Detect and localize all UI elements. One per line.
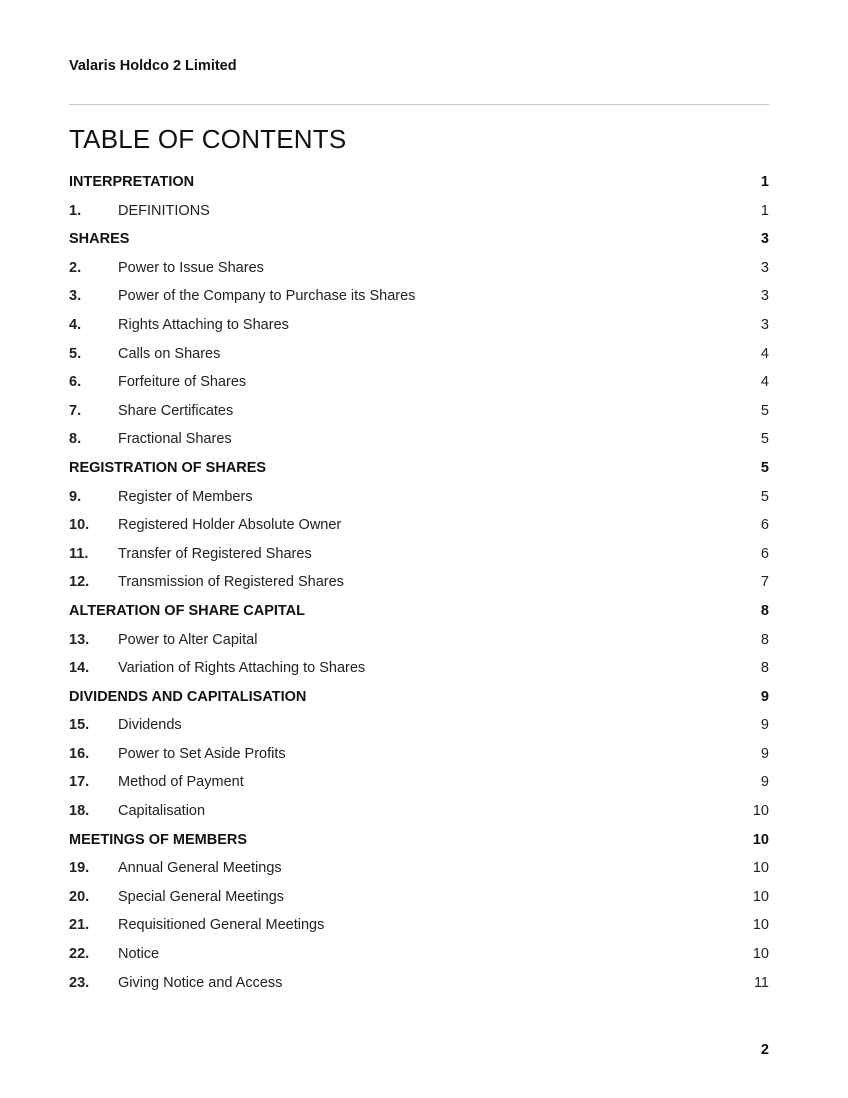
toc-entry-label: Special General Meetings — [118, 888, 285, 905]
toc-entry[interactable] — [69, 254, 769, 283]
toc-entry-number: 1. — [69, 202, 82, 219]
toc-entry-label: Dividends — [118, 717, 182, 734]
toc-entry-number: 12. — [69, 574, 90, 591]
toc-page-number: 9 — [760, 745, 769, 762]
toc-entry-number: 4. — [69, 316, 82, 333]
company-name: Valaris Holdco 2 Limited — [69, 58, 237, 74]
toc-entry-number: 15. — [69, 717, 90, 734]
toc-entry[interactable] — [69, 711, 769, 740]
toc-page-number: 5 — [760, 431, 769, 448]
toc-entry-number: 19. — [69, 860, 90, 877]
toc-page-number: 8 — [760, 631, 769, 648]
toc-entry-label: Forfeiture of Shares — [118, 374, 247, 391]
toc-section-label: DIVIDENDS AND CAPITALISATION — [69, 688, 307, 705]
toc-page-number: 8 — [760, 602, 769, 619]
toc-page-number: 10 — [752, 917, 769, 934]
toc-page-number: 9 — [760, 688, 769, 705]
toc-page-number: 10 — [752, 888, 769, 905]
toc-page-number: 7 — [760, 574, 769, 591]
toc-page-number: 9 — [760, 774, 769, 791]
toc-page-number: 9 — [760, 717, 769, 734]
toc-list — [69, 168, 769, 997]
toc-entry-label: Power to Issue Shares — [118, 259, 264, 276]
toc-entry[interactable] — [69, 282, 769, 311]
toc-entry-number: 13. — [69, 631, 90, 648]
toc-entry-number: 10. — [69, 517, 90, 534]
toc-entry-number: 7. — [69, 402, 82, 419]
toc-page-number: 4 — [760, 374, 769, 391]
toc-entry-label: Giving Notice and Access — [118, 974, 283, 991]
toc-entry-label: Power to Set Aside Profits — [118, 745, 286, 762]
toc-section-heading[interactable] — [69, 225, 769, 254]
toc-entry-label: Power to Alter Capital — [118, 631, 258, 648]
toc-entry[interactable] — [69, 768, 769, 797]
toc-entry-label: Capitalisation — [118, 803, 206, 820]
toc-title: TABLE OF CONTENTS — [69, 124, 347, 154]
toc-entry-label: Notice — [118, 946, 160, 963]
toc-page-number: 1 — [760, 202, 769, 219]
toc-entry[interactable] — [69, 511, 769, 540]
toc-page-number: 5 — [760, 402, 769, 419]
toc-page-number: 10 — [752, 860, 769, 877]
toc-page-number: 5 — [760, 459, 769, 476]
toc-page-number: 3 — [760, 231, 769, 248]
toc-entry-number: 2. — [69, 259, 82, 276]
toc-page-number: 3 — [760, 316, 769, 333]
toc-entry-number: 8. — [69, 431, 82, 448]
toc-entry[interactable] — [69, 368, 769, 397]
toc-entry[interactable] — [69, 883, 769, 912]
toc-page-number: 10 — [752, 946, 769, 963]
toc-entry[interactable] — [69, 540, 769, 569]
header-divider — [69, 104, 769, 105]
toc-entry-number: 22. — [69, 946, 90, 963]
toc-entry[interactable] — [69, 483, 769, 512]
toc-entry[interactable] — [69, 940, 769, 969]
toc-entry-label: Method of Payment — [118, 774, 244, 791]
toc-entry-label: Variation of Rights Attaching to Shares — [118, 660, 366, 677]
toc-entry[interactable] — [69, 425, 769, 454]
toc-entry-number: 18. — [69, 803, 90, 820]
toc-entry-number: 14. — [69, 660, 90, 677]
toc-entry-number: 21. — [69, 917, 90, 934]
toc-entry[interactable] — [69, 911, 769, 940]
toc-page-number: 1 — [760, 174, 769, 190]
toc-entry[interactable] — [69, 197, 769, 226]
toc-entry-number: 5. — [69, 345, 82, 362]
toc-entry-label: Calls on Shares — [118, 345, 221, 362]
toc-entry-number: 20. — [69, 888, 90, 905]
toc-page-number: 3 — [760, 288, 769, 305]
toc-section-heading[interactable] — [69, 597, 769, 626]
toc-section-label: REGISTRATION OF SHARES — [69, 459, 267, 476]
toc-entry-label: Rights Attaching to Shares — [118, 316, 289, 333]
toc-entry-label: Registered Holder Absolute Owner — [118, 517, 342, 534]
toc-entry-label: Power of the Company to Purchase its Shares — [118, 288, 416, 305]
toc-entry-label: Fractional Shares — [118, 431, 232, 448]
toc-entry[interactable] — [69, 397, 769, 426]
toc-section-heading[interactable] — [69, 168, 769, 197]
toc-page-number: 6 — [760, 545, 769, 562]
toc-page-number: 4 — [760, 345, 769, 362]
toc-section-heading[interactable] — [69, 454, 769, 483]
toc-entry-number: 3. — [69, 288, 82, 305]
toc-entry-label: Register of Members — [118, 488, 253, 505]
toc-section-heading[interactable] — [69, 683, 769, 712]
toc-entry-number: 9. — [69, 488, 82, 505]
toc-page-number: 6 — [760, 517, 769, 534]
toc-entry-number: 11. — [69, 545, 89, 562]
toc-entry[interactable] — [69, 568, 769, 597]
toc-entry[interactable] — [69, 340, 769, 369]
toc-entry[interactable] — [69, 797, 769, 826]
toc-entry-label: Requisitioned General Meetings — [118, 917, 325, 934]
toc-entry-number: 17. — [69, 774, 90, 791]
toc-entry-number: 16. — [69, 745, 90, 762]
toc-page-number: 10 — [752, 831, 769, 848]
page-number: 2 — [760, 1042, 769, 1058]
toc-page-number: 5 — [760, 488, 769, 505]
toc-entry[interactable] — [69, 969, 769, 998]
toc-section-label: ALTERATION OF SHARE CAPITAL — [69, 602, 306, 619]
toc-entry[interactable] — [69, 654, 769, 683]
toc-entry-label: Transmission of Registered Shares — [118, 574, 344, 591]
toc-entry-number: 6. — [69, 374, 82, 391]
toc-entry-label: Transfer of Registered Shares — [118, 545, 312, 562]
toc-entry[interactable] — [69, 311, 769, 340]
toc-entry-label: DEFINITIONS — [118, 202, 210, 219]
toc-entry[interactable] — [69, 740, 769, 769]
toc-entry-label: Annual General Meetings — [118, 860, 282, 877]
toc-entry-label: Share Certificates — [118, 402, 234, 419]
toc-section-label: INTERPRETATION — [69, 174, 195, 190]
toc-page-number: 10 — [752, 803, 769, 820]
toc-section-label: MEETINGS OF MEMBERS — [69, 831, 248, 848]
toc-page-number: 8 — [760, 660, 769, 677]
toc-page-number: 11 — [753, 974, 769, 991]
toc-entry[interactable] — [69, 854, 769, 883]
toc-entry[interactable] — [69, 626, 769, 655]
toc-section-label: SHARES — [69, 231, 130, 248]
toc-entry-number: 23. — [69, 974, 90, 991]
toc-page-number: 3 — [760, 259, 769, 276]
toc-section-heading[interactable] — [69, 826, 769, 855]
